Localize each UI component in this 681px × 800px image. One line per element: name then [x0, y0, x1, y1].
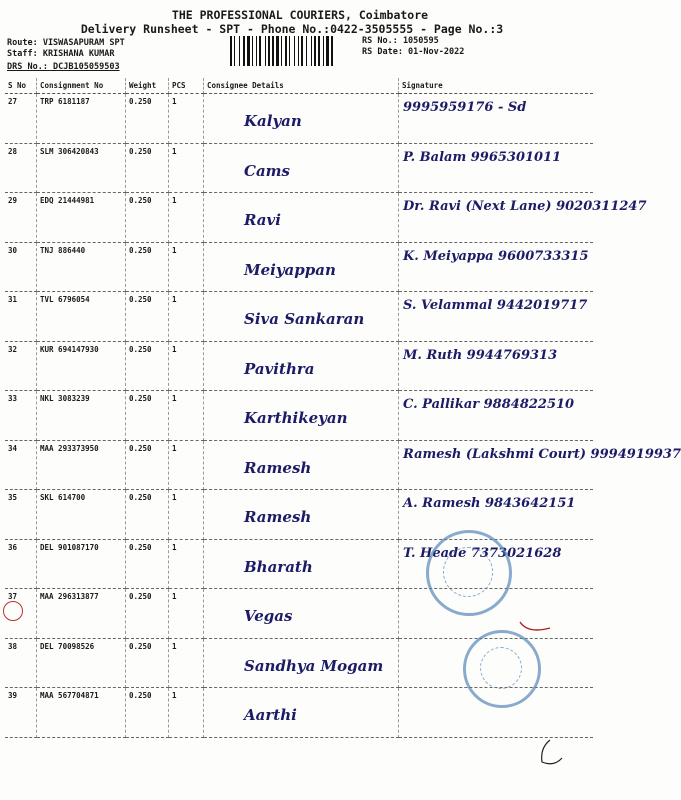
handwritten-signature: Ramesh (Lakshmi Court) 9994919937 [403, 446, 681, 462]
barcode-bar [276, 36, 279, 66]
table-row [5, 143, 593, 193]
weight-value: 0.250 [126, 193, 169, 243]
barcode-bar [259, 36, 261, 66]
consignee-cell [204, 589, 399, 639]
barcode-bar [331, 36, 333, 66]
serial-number: 32 [5, 341, 37, 391]
handwritten-signature: T. Heade 7373021628 [403, 545, 562, 561]
column-header: Signature [399, 78, 594, 94]
column-header: Consignment No [37, 78, 126, 94]
barcode-bar [311, 36, 312, 66]
weight-value: 0.250 [126, 341, 169, 391]
signature-cell [399, 193, 647, 243]
weight-value: 0.250 [126, 242, 169, 292]
rs-date-label: RS Date: 01-Nov-2022 [362, 47, 465, 57]
barcode-bar [281, 36, 282, 66]
consignee-cell [204, 539, 399, 589]
pieces-count: 1 [169, 490, 204, 540]
consignee-cell [204, 638, 399, 688]
barcode-bar [326, 36, 329, 66]
signature-cell [399, 143, 594, 193]
serial-number: 28 [5, 143, 37, 193]
handwritten-name: Vegas [244, 607, 293, 625]
route-label: Route: VISWASAPURAM SPT [7, 38, 125, 48]
consignment-number: MAA 296313877 [37, 589, 126, 639]
handwritten-name: Aarthi [244, 706, 297, 724]
column-header: PCS [169, 78, 204, 94]
consignment-number: KUR 694147930 [37, 341, 126, 391]
pieces-count: 1 [169, 539, 204, 589]
signature-cell [399, 292, 594, 342]
pieces-count: 1 [169, 688, 204, 738]
consignee-cell [204, 391, 399, 441]
table-row [5, 94, 593, 144]
pieces-count: 1 [169, 94, 204, 144]
table-row [5, 490, 593, 540]
handwritten-name: Meiyappan [244, 260, 336, 279]
pieces-count: 1 [169, 638, 204, 688]
barcode-bar [234, 36, 235, 66]
table-row [5, 193, 593, 243]
column-header: S No [5, 78, 37, 94]
handwritten-name: Karthikeyan [244, 409, 348, 427]
weight-value: 0.250 [126, 292, 169, 342]
column-header: Consignee Details [204, 78, 399, 94]
handwritten-signature: 9995959176 - Sd [403, 100, 527, 115]
runsheet-title: THE PROFESSIONAL COURIERS, Coimbatore [171, 8, 429, 22]
handwritten-name: Ravi [244, 211, 281, 229]
handwritten-name: Ramesh [244, 508, 312, 526]
rs-no-label: RS No.: 1050595 [362, 36, 439, 46]
serial-number: 29 [5, 193, 37, 243]
column-header: Weight [126, 78, 169, 94]
weight-value: 0.250 [126, 490, 169, 540]
red-circle-mark [3, 601, 23, 621]
serial-number: 33 [5, 391, 37, 441]
barcode-bar [289, 36, 290, 66]
consignee-cell [204, 143, 399, 193]
consignee-cell [204, 688, 399, 738]
table-row [5, 292, 593, 342]
runsheet-subtitle: Delivery Runsheet - SPT - Phone No.:0422-3505555 - Page No.:3 [80, 22, 504, 36]
pieces-count: 1 [169, 193, 204, 243]
pieces-count: 1 [169, 589, 204, 639]
pieces-count: 1 [169, 143, 204, 193]
weight-value: 0.250 [126, 589, 169, 639]
handwritten-name: Siva Sankaran [244, 310, 365, 328]
weight-value: 0.250 [126, 688, 169, 738]
consignment-number: DEL 70098526 [37, 638, 126, 688]
consignee-cell [204, 292, 399, 342]
handwritten-signature: K. Meiyappa 9600733315 [403, 248, 589, 264]
consignment-number: MAA 567704871 [37, 688, 126, 738]
weight-value: 0.250 [126, 94, 169, 144]
serial-number: 31 [5, 292, 37, 342]
consignment-number: MAA 293373950 [37, 440, 126, 490]
consignee-cell [204, 193, 399, 243]
delivery-seal-stamp [463, 630, 541, 708]
handwritten-signature: M. Ruth 9944769313 [403, 347, 558, 363]
pen-scribble [542, 740, 562, 764]
barcode-bar [285, 36, 287, 66]
consignment-number: NKL 3083239 [37, 391, 126, 441]
barcode-bar [323, 36, 324, 66]
consignee-cell [204, 94, 399, 144]
serial-number: 35 [5, 490, 37, 540]
handwritten-signature: Dr. Ravi (Next Lane) 9020311247 [403, 199, 647, 214]
consignee-cell [204, 440, 399, 490]
signature-cell [399, 440, 681, 490]
signature-cell [399, 94, 594, 144]
handwritten-signature: C. Pallikar 9884822510 [403, 397, 575, 412]
consignment-number: TNJ 886440 [37, 242, 126, 292]
barcode-bar [318, 36, 320, 66]
drs-label: DRS No.: DCJB105059503 [7, 62, 120, 72]
handwritten-name: Kalyan [244, 112, 302, 130]
pieces-count: 1 [169, 440, 204, 490]
barcode-bar [314, 36, 316, 66]
handwritten-signature: A. Ramesh 9843642151 [403, 496, 576, 511]
handwritten-name: Cams [244, 161, 290, 180]
consignee-cell [204, 341, 399, 391]
consignment-number: TVL 6796054 [37, 292, 126, 342]
barcode-bar [230, 36, 232, 66]
consignee-cell [204, 490, 399, 540]
serial-number: 27 [5, 94, 37, 144]
company-seal-stamp [426, 530, 512, 616]
pieces-count: 1 [169, 242, 204, 292]
serial-number: 34 [5, 440, 37, 490]
serial-number: 36 [5, 539, 37, 589]
serial-number: 38 [5, 638, 37, 688]
barcode-bar [294, 36, 295, 66]
barcode-bar [272, 36, 274, 66]
pieces-count: 1 [169, 391, 204, 441]
consignment-number: SKL 614700 [37, 490, 126, 540]
barcode [230, 36, 355, 66]
table-row [5, 341, 593, 391]
barcode-bar [247, 36, 250, 66]
weight-value: 0.250 [126, 539, 169, 589]
consignment-number: DEL 901087170 [37, 539, 126, 589]
consignment-number: TRP 6181187 [37, 94, 126, 144]
consignee-cell [204, 242, 399, 292]
pieces-count: 1 [169, 341, 204, 391]
weight-value: 0.250 [126, 440, 169, 490]
handwritten-signature: P. Balam 9965301011 [403, 149, 562, 165]
signature-cell [399, 341, 594, 391]
signature-cell [399, 242, 594, 292]
signature-cell [399, 490, 594, 540]
handwritten-name: Pavithra [244, 359, 315, 378]
barcode-bar [268, 36, 270, 66]
weight-value: 0.250 [126, 638, 169, 688]
barcode-bar [239, 36, 240, 66]
consignment-number: SLM 306420843 [37, 143, 126, 193]
barcode-bar [243, 36, 245, 66]
weight-value: 0.250 [126, 391, 169, 441]
handwritten-signature: S. Velammal 9442019717 [403, 298, 588, 313]
handwritten-name: Sandhya Mogam [244, 656, 384, 675]
consignment-number: EDQ 21444981 [37, 193, 126, 243]
handwritten-name: Bharath [244, 557, 313, 576]
barcode-bar [265, 36, 266, 66]
table-row [5, 440, 593, 490]
serial-number: 37 [5, 589, 37, 639]
signature-cell [399, 391, 594, 441]
barcode-bar [298, 36, 299, 66]
handwritten-name: Ramesh [244, 458, 312, 477]
barcode-bar [252, 36, 253, 66]
staff-label: Staff: KRISHANA KUMAR [7, 49, 115, 59]
table-row [5, 242, 593, 292]
barcode-bar [301, 36, 303, 66]
pieces-count: 1 [169, 292, 204, 342]
serial-number: 39 [5, 688, 37, 738]
table-header [5, 78, 593, 94]
weight-value: 0.250 [126, 143, 169, 193]
table-row [5, 391, 593, 441]
serial-number: 30 [5, 242, 37, 292]
barcode-bar [256, 36, 257, 66]
barcode-bar [306, 36, 307, 66]
